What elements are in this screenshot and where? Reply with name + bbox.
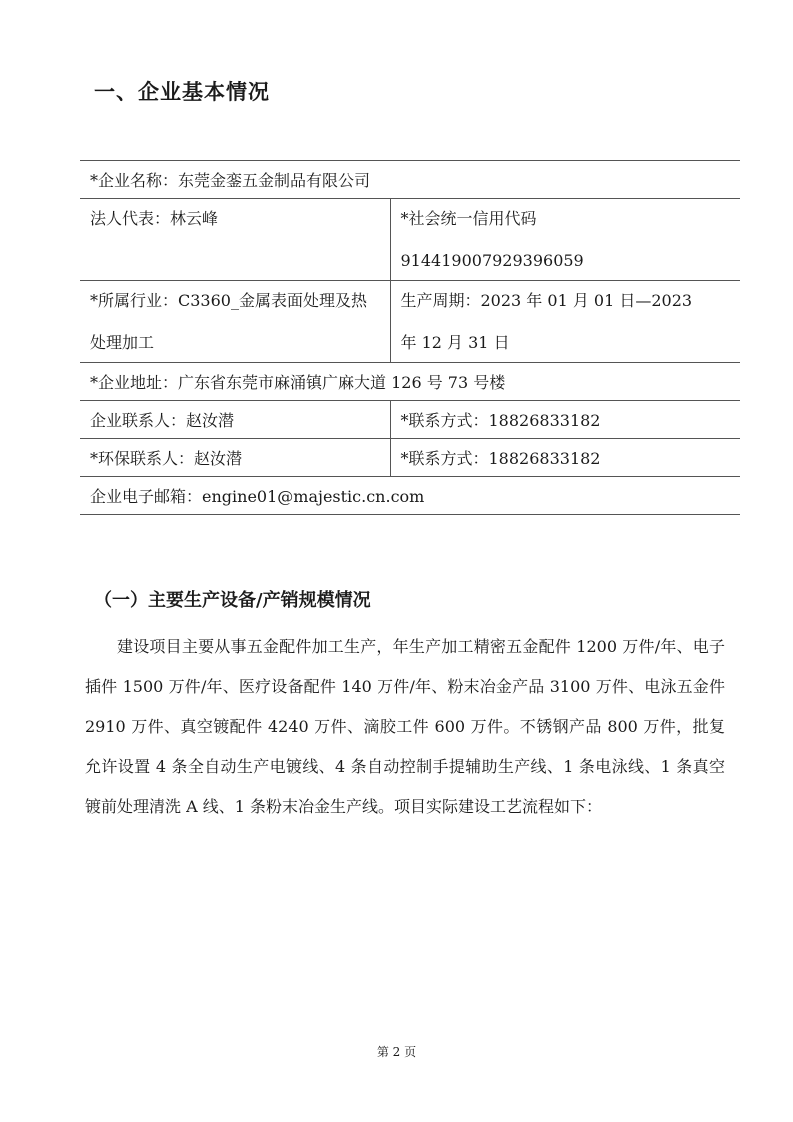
industry-line-2: 处理加工: [90, 333, 155, 352]
table-row: [80, 401, 740, 439]
table-row: [80, 161, 740, 199]
section-title: 一、企业基本情况: [94, 80, 270, 104]
table-row: [80, 477, 740, 515]
credit-code-value: 914419007929396059: [400, 251, 584, 270]
industry-line-1: *所属行业：C3360_金属表面处理及热: [90, 291, 367, 310]
table-row: [80, 199, 740, 281]
period-line-1: 生产周期：2023 年 01 月 01 日—2023: [400, 291, 693, 310]
page-number: 第 2 页: [376, 1045, 417, 1059]
body-paragraph: 建设项目主要从事五金配件加工生产，年生产加工精密五金配件 1200 万件/年、电子插件 1500 万件/年、医疗设备配件 140 万件/年、粉末冶金产品 3100 万件、电泳五金件 2910 万件、真空镀配件 4240 万件、滴胶工件 600 万件。不锈钢产品 800 万件，批复允许设置 4 条全自动生产电镀线、4 条自动控制手提辅助生产线、1 条电泳线、1 条真空镀前处理清洗 A 线、1 条粉末冶金生产线。项目实际建设工艺流程如下：: [85, 637, 725, 816]
subsection-title: （一）主要生产设备/产销规模情况: [94, 590, 371, 611]
industry-cell: [80, 281, 390, 363]
legal-rep-cell: [80, 199, 390, 281]
credit-code-cell: [390, 199, 740, 281]
credit-code-label: *社会统一信用代码: [400, 209, 537, 228]
company-info-table: [80, 160, 740, 515]
period-line-2: 年 12 月 31 日: [400, 333, 510, 352]
contact-person-cell: 企业联系人：赵汝潜: [80, 401, 390, 439]
email-cell: 企业电子邮箱：engine01@majestic.cn.com: [80, 477, 740, 515]
company-name-cell: *企业名称：东莞金銮五金制品有限公司: [80, 161, 740, 199]
table-row: [80, 363, 740, 401]
env-phone-cell: *联系方式：18826833182: [390, 439, 740, 477]
production-period-cell: [390, 281, 740, 363]
table-row: [80, 281, 740, 363]
table-row: [80, 439, 740, 477]
contact-phone-cell: *联系方式：18826833182: [390, 401, 740, 439]
legal-rep-text: 法人代表：林云峰: [90, 209, 219, 228]
env-contact-cell: *环保联系人：赵汝潜: [80, 439, 390, 477]
address-cell: *企业地址：广东省东莞市麻涌镇广麻大道 126 号 73 号楼: [80, 363, 740, 401]
